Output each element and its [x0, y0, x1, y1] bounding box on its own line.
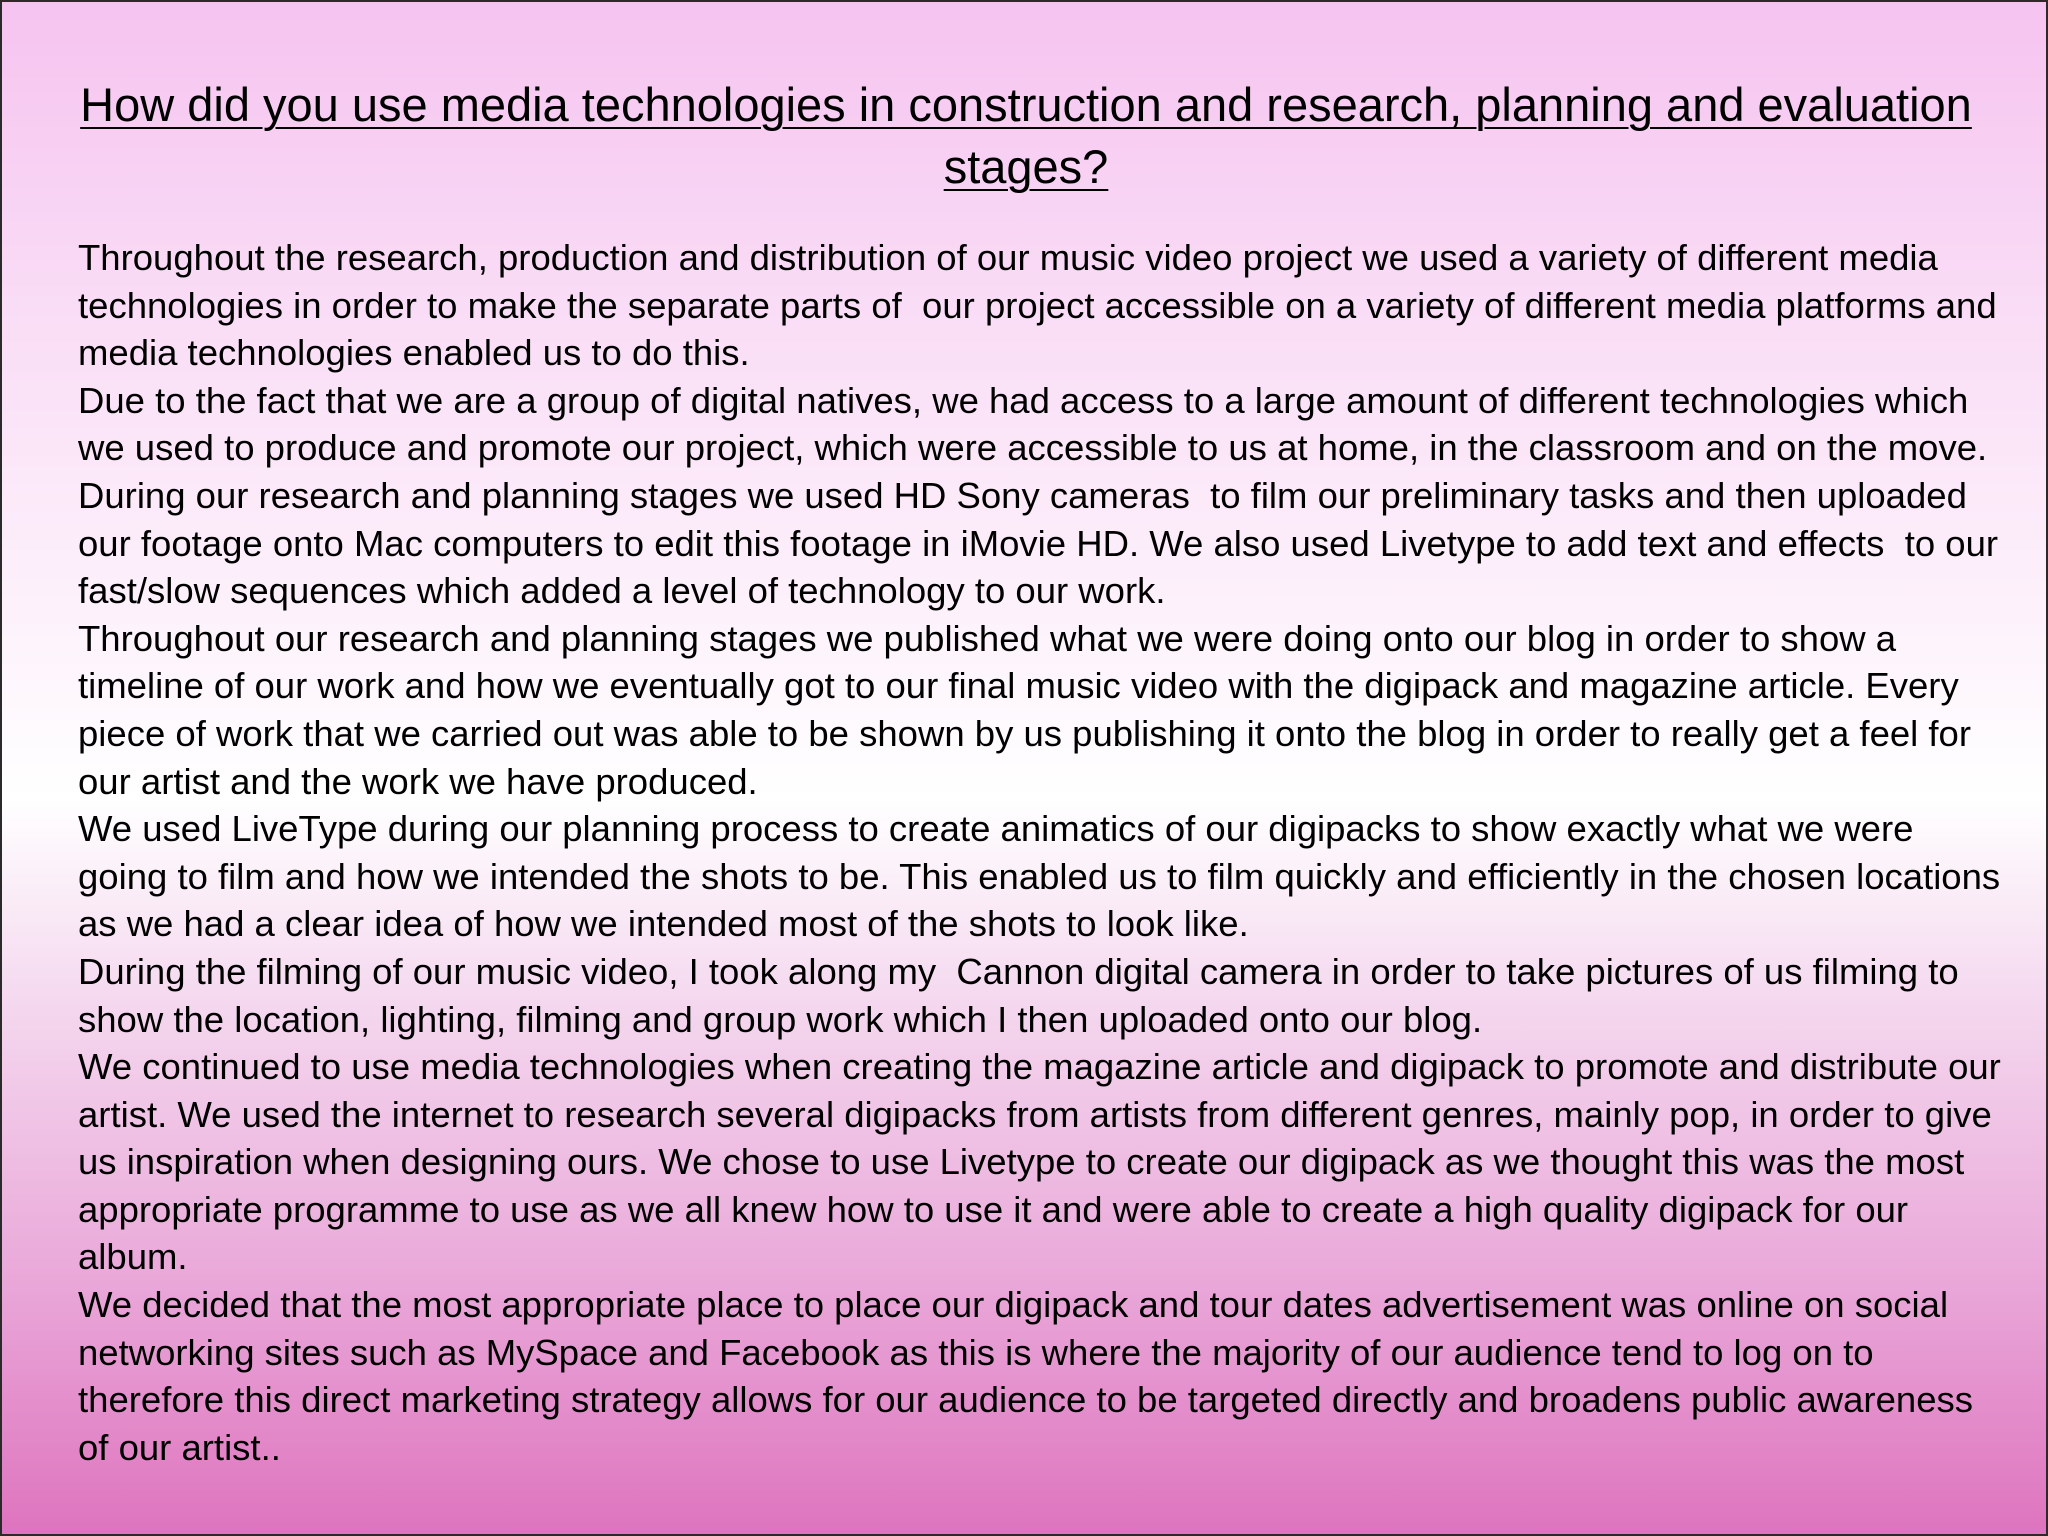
body-paragraph-1: Throughout the research, production and distribution of our music video project we used a variety of different media technologies in order to make the separate parts of our project accessible on a variety of different media platforms and media technologies enabled us to do this. [78, 237, 2007, 374]
slide-title: How did you use media technologies in construction and research, planning and evaluation stages? [80, 78, 1972, 193]
body-paragraph-6: During the filming of our music video, I took along my Cannon digital camera in order to take pictures of us filming to show the location, lighting, filming and group work which I then uploaded onto our blog. [78, 950, 1969, 1040]
body-paragraph-8: We decided that the most appropriate place to place our digipack and tour dates advertisement was online on social networking sites such as MySpace and Facebook as this is where the majority of our audience tend to log on to therefore this direct marketing strategy allows for our audience to be targeted directly and broadens public awareness of our artist.. [78, 1284, 1984, 1468]
body-paragraph-4: Throughout our research and planning stages we published what we were doing onto our blog in order to show a timeline of our work and how we eventually got to our final music video with the digipack and magazine article. Every piece of work that we carried out was able to be shown by us publishing it onto the blog in order to really get a feel for our artist and the work we have produced. [78, 617, 1982, 802]
body-paragraph-5: We used LiveType during our planning process to create animatics of our digipacks to show exactly what we were going to film and how we intended the shots to be. This enabled us to film quickly and efficiently in the chosen locations as we had a clear idea of how we intended most of the shots to look like. [78, 808, 2011, 945]
body-paragraph-3: During our research and planning stages we used HD Sony cameras to film our preliminary tasks and then uploaded our footage onto Mac computers to edit this footage in iMovie HD. We also used Livetype to add text and effects to our fast/slow sequences which added a level of technology to our work. [78, 474, 2009, 612]
body-paragraph-7: We continued to use media technologies when creating the magazine article and digipack to promote and distribute our artist. We used the internet to research several digipacks from artists from different genres, mainly pop, in order to give us inspiration when designing ours. We chose to use Livetype to create our digipack as we thought this was the most appropriate programme to use as we all knew how to use it and were able to create a high quality digipack for our album. [78, 1046, 2011, 1278]
slide-body [78, 234, 2011, 1471]
body-paragraph-2: Due to the fact that we are a group of digital natives, we had access to a large amount of different technologies which we used to produce and promote our project, which were accessible to us at home, in the classroom and on the move. [78, 379, 1988, 469]
